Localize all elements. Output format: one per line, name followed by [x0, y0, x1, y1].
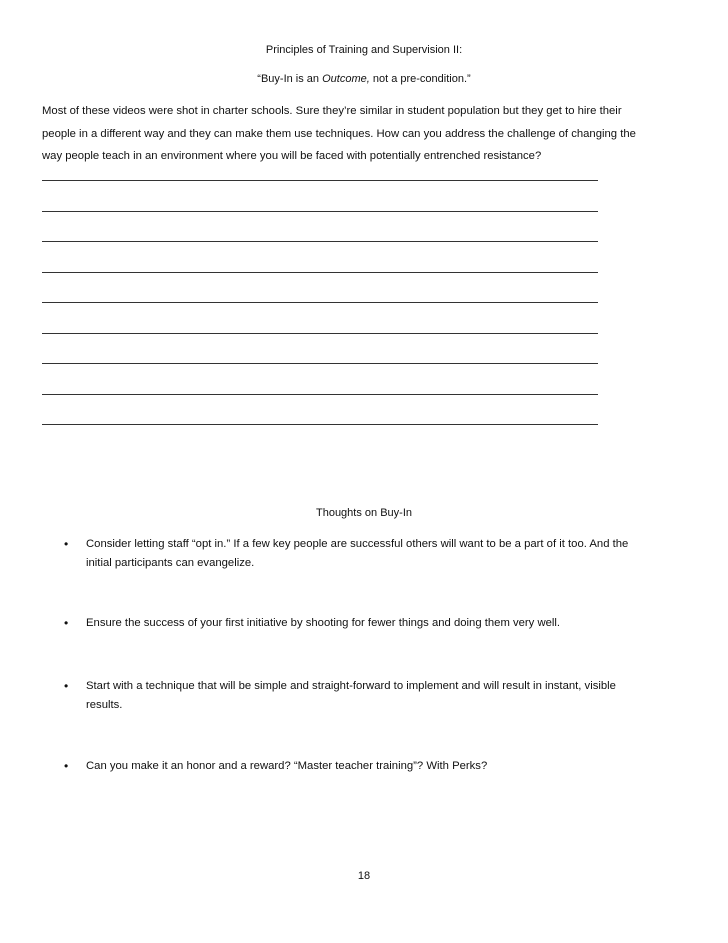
question-paragraph — [42, 100, 682, 168]
answer-line — [42, 272, 598, 273]
bullet-icon: • — [64, 616, 69, 630]
question-line: way people teach in an environment where you will be faced with potentially entrenched resistance? — [42, 150, 542, 162]
subtitle-before: “Buy-In is an — [257, 73, 323, 85]
bullet-line: Can you make it an honor and a reward? “Master teacher training”? With Perks? — [86, 760, 488, 772]
bullet-icon: • — [64, 759, 69, 773]
answer-line — [42, 180, 598, 181]
bullet-text — [86, 757, 684, 776]
subtitle-emphasis: Outcome, — [322, 73, 370, 85]
answer-line — [42, 363, 598, 364]
answer-line — [42, 424, 598, 425]
page-subtitle — [0, 72, 728, 86]
page-number — [0, 869, 728, 883]
question-line: people in a different way and they can make them use techniques. How can you address the challenge of changing the — [42, 127, 636, 140]
page-title-text: Principles of Training and Supervision II: — [265, 44, 463, 56]
bullet-icon: • — [64, 537, 69, 551]
question-line: Most of these videos were shot in charter schools. Sure they’re similar in student population but they get to hire their — [42, 105, 622, 117]
bullet-text — [86, 535, 684, 573]
page-title — [0, 43, 728, 57]
answer-line — [42, 394, 598, 395]
bullet-line: Start with a technique that will be simple and straight-forward to implement and will result in instant, visible — [86, 680, 616, 692]
answer-line — [42, 333, 598, 334]
bullet-line: Consider letting staff “opt in.” If a few key people are successful others will want to be a part of it too. And the — [86, 538, 629, 550]
answer-line — [42, 241, 598, 242]
bullet-line: initial participants can evangelize. — [86, 557, 255, 569]
bullet-line: results. — [86, 699, 123, 711]
subtitle-after: not a pre-condition.” — [369, 73, 471, 85]
thoughts-title — [0, 506, 728, 520]
bullet-line: Ensure the success of your first initiative by shooting for fewer things and doing them very well. — [86, 617, 561, 629]
answer-line — [42, 211, 598, 212]
bullet-text — [86, 677, 684, 715]
bullet-text — [86, 614, 684, 633]
bullet-icon: • — [64, 679, 69, 693]
answer-line — [42, 302, 598, 303]
thoughts-title-text: Thoughts on Buy-In — [315, 507, 412, 519]
page-number-text: 18 — [357, 870, 371, 882]
